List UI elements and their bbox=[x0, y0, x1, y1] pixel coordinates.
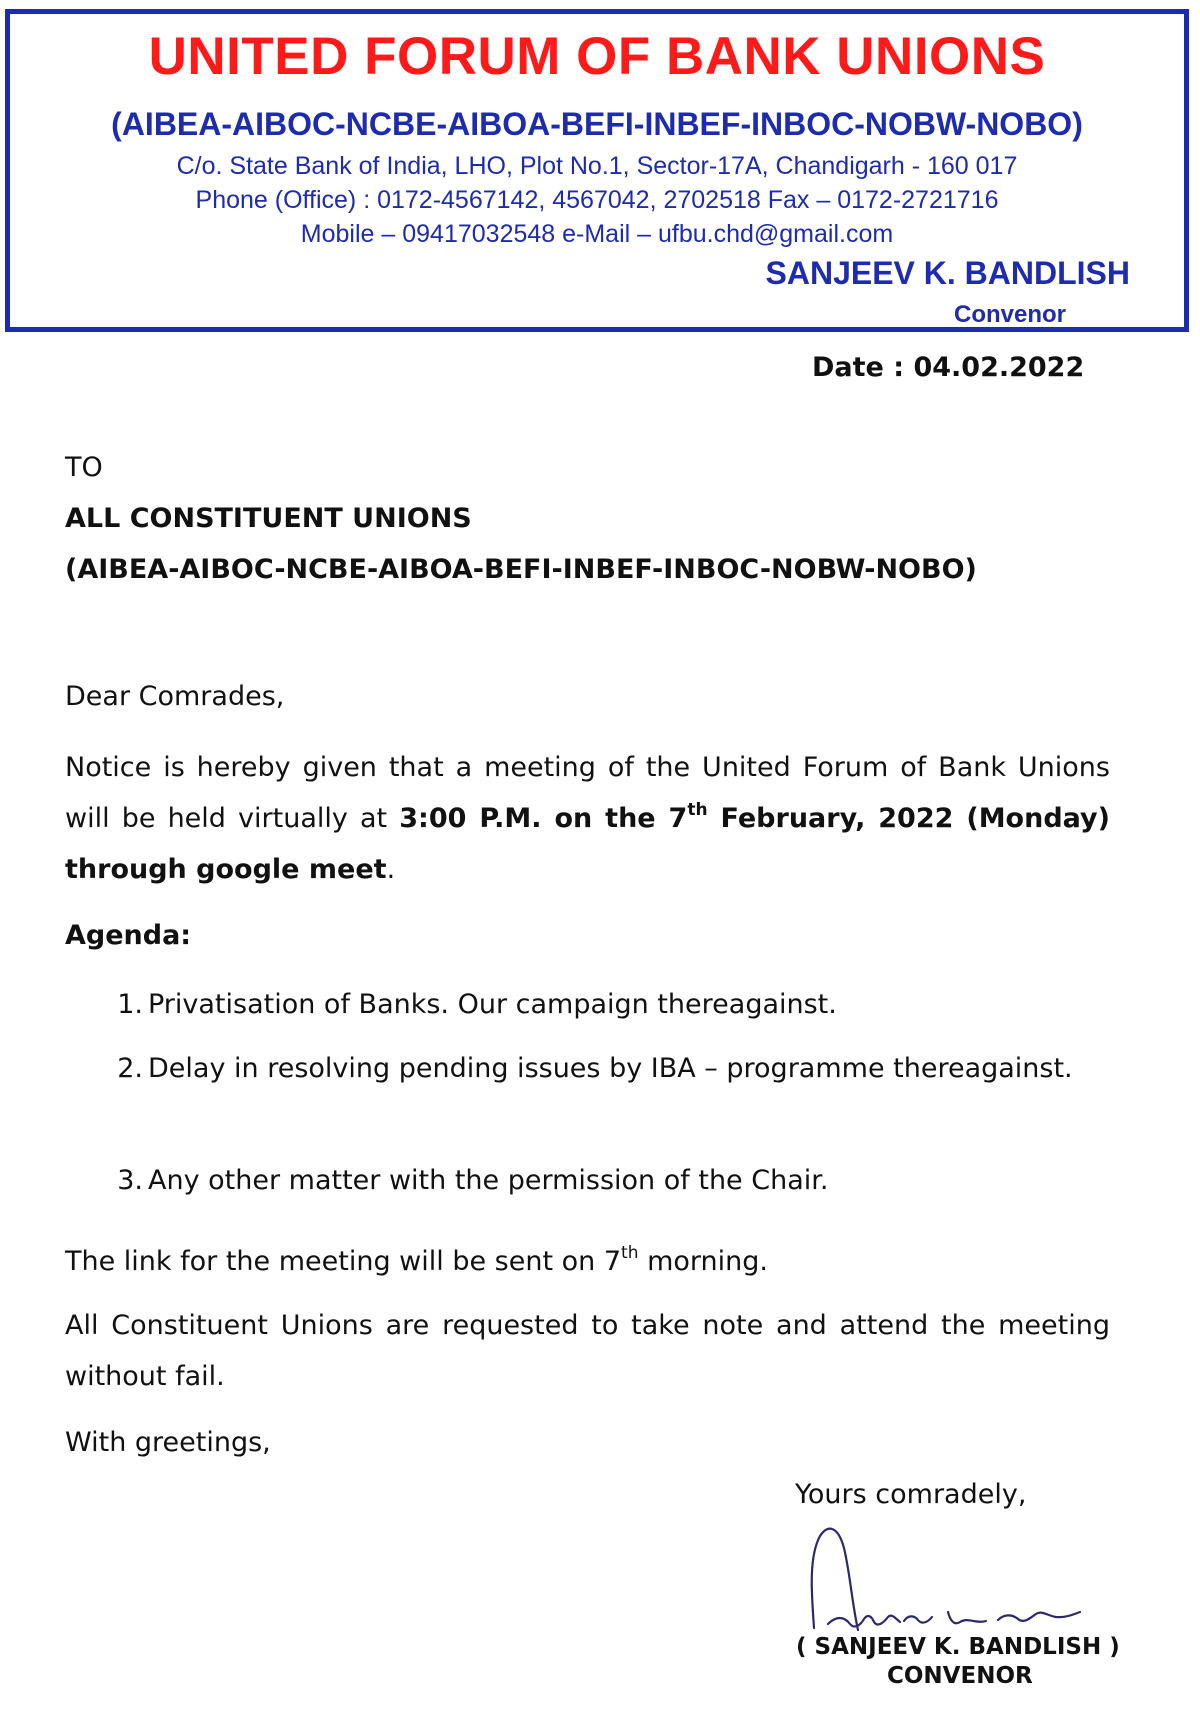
greetings: With greetings, bbox=[65, 1427, 271, 1458]
meeting-date-text: February, 2022 (Monday) through google meet bbox=[65, 803, 1110, 885]
link-day-suffix: th bbox=[621, 1243, 639, 1263]
notice-paragraph bbox=[65, 742, 1110, 895]
convenor-title: Convenor bbox=[953, 301, 1066, 328]
link-text-end: morning. bbox=[638, 1246, 768, 1277]
member-unions: (AIBEA-AIBOC-NCBE-AIBOA-BEFI-INBEF-INBOC-NOBW-NOBO) bbox=[111, 106, 1083, 142]
signatory-name: ( SANJEEV K. BANDLISH ) bbox=[796, 1634, 1120, 1660]
notice-text: Notice is hereby given that a meeting of the United Forum of Bank Unions will be held virtually at bbox=[65, 752, 1110, 834]
salutation: Dear Comrades, bbox=[65, 681, 285, 712]
convenor-name: SANJEEV K. BANDLISH bbox=[765, 255, 1130, 291]
phone-line: Phone (Office) : 0172-4567142, 4567042, 2702518 Fax – 0172-2721716 bbox=[195, 186, 999, 214]
letterhead bbox=[5, 9, 1189, 332]
agenda-item-number: 1. bbox=[117, 989, 143, 1020]
agenda-item-text: Privatisation of Banks. Our campaign thereagainst. bbox=[148, 989, 837, 1020]
notice-end: . bbox=[386, 854, 396, 885]
meeting-day-suffix: th bbox=[687, 800, 708, 820]
agenda-item-text: Any other matter with the permission of the Chair. bbox=[148, 1165, 829, 1196]
organization-title: UNITED FORUM OF BANK UNIONS bbox=[148, 27, 1046, 86]
meeting-time-text: 3:00 P.M. on the 7 bbox=[399, 803, 688, 834]
closing: Yours comradely, bbox=[795, 1479, 1027, 1510]
addressee: ALL CONSTITUENT UNIONS bbox=[65, 503, 472, 534]
signatory-title: CONVENOR bbox=[887, 1663, 1033, 1689]
agenda-item-number: 2. bbox=[117, 1053, 143, 1084]
agenda-heading: Agenda: bbox=[65, 920, 192, 951]
agenda-item-text: Delay in resolving pending issues by IBA – programme thereagainst. bbox=[148, 1053, 1073, 1084]
letter-date: Date : 04.02.2022 bbox=[812, 352, 1085, 383]
addressee-members: (AIBEA-AIBOC-NCBE-AIBOA-BEFI-INBEF-INBOC-NOBW-NOBO) bbox=[65, 554, 977, 585]
request-paragraph: All Constituent Unions are requested to take note and attend the meeting without fail. bbox=[65, 1310, 1110, 1392]
to-label: TO bbox=[65, 452, 103, 483]
agenda-item-number: 3. bbox=[117, 1165, 143, 1196]
address-line: C/o. State Bank of India, LHO, Plot No.1, Sector-17A, Chandigarh - 160 017 bbox=[176, 152, 1018, 180]
link-text: The link for the meeting will be sent on 7 bbox=[65, 1246, 622, 1277]
meeting-link-paragraph bbox=[65, 1236, 1110, 1287]
mobile-email-line: Mobile – 09417032548 e-Mail – ufbu.chd@gmail.com bbox=[300, 220, 894, 248]
handwritten-signature bbox=[800, 1518, 1100, 1648]
